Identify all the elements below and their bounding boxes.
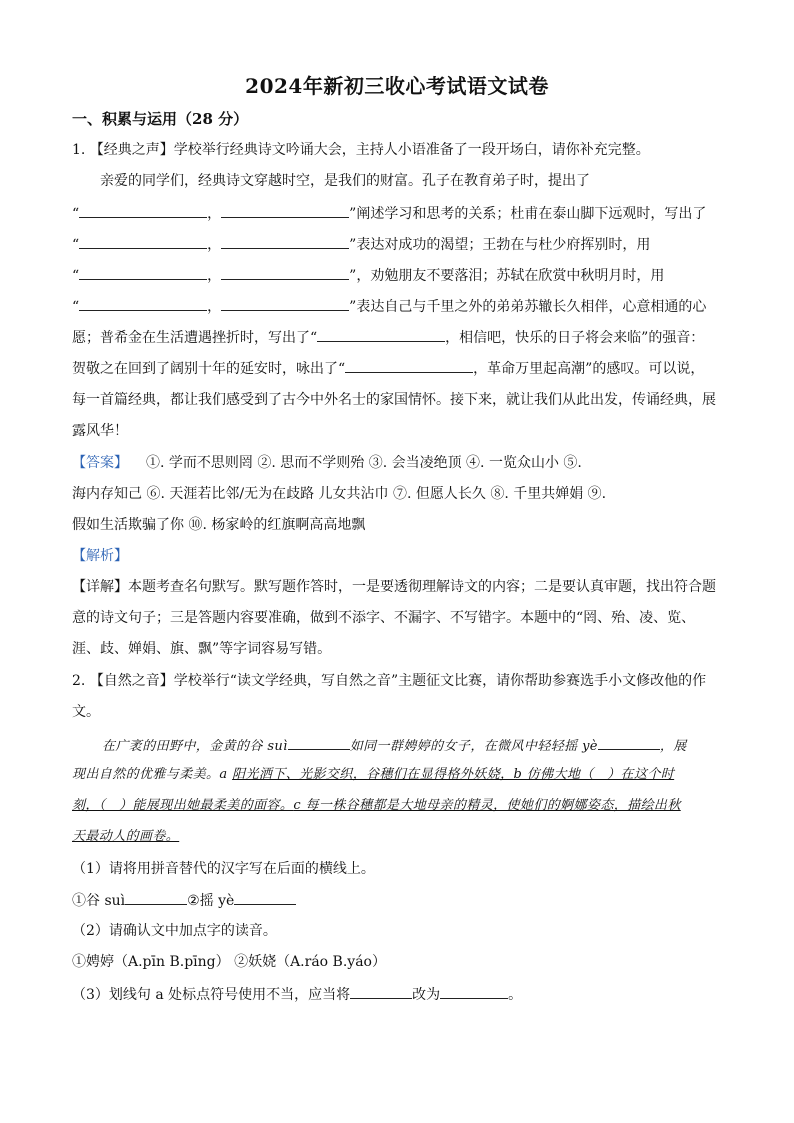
answer-label: 【答案】 bbox=[72, 455, 128, 471]
sub-question: （2）请确认文中加点字的读音。 bbox=[72, 923, 277, 939]
answer-text: 假如生活欺骗了你 ⑩. 杨家岭的红旗啊高高地飘 bbox=[72, 517, 366, 533]
essay-line: 现出自然的优雅与柔美。a 阳光洒下、光影交织，谷穗们在显得格外妖娆，b 仿佛大地（ ）在这个时 bbox=[72, 767, 675, 782]
answer-blank[interactable] bbox=[79, 234, 207, 249]
answer-blank[interactable] bbox=[79, 203, 207, 218]
answer-blank[interactable] bbox=[221, 203, 349, 218]
analysis-text: 涯、歧、婵娟、旗、飘”等字词容易写错。 bbox=[72, 641, 332, 657]
q1-fill-line: “ ， ”，劝勉朋友不要落泪；苏轼在欣赏中秋明月时，用 bbox=[72, 265, 722, 286]
answer-blank[interactable] bbox=[288, 735, 350, 750]
sub-question: （3）划线句 a 处标点符号使用不当，应当将 改为 。 bbox=[72, 984, 722, 1005]
answer-blank[interactable] bbox=[79, 265, 207, 280]
analysis-text: 意的诗文句子；三是答题内容要准确，做到不添字、不漏字、不写错字。本题中的“罔、殆、凌、览、 bbox=[72, 610, 696, 626]
q1-fill-line: “ ， ”表达对成功的渴望；王勃在与杜少府挥别时，用 bbox=[72, 234, 722, 255]
q1-fill-line: “ ， ”阐述学习和思考的关系；杜甫在泰山脚下远观时，写出了 bbox=[72, 203, 722, 224]
answer-blank[interactable] bbox=[317, 327, 445, 342]
answer-text: ①. 学而不思则罔 ②. 思而不学则殆 ③. 会当凌绝顶 ④. 一览众山小 ⑤. bbox=[146, 455, 582, 471]
answer-blank[interactable] bbox=[440, 984, 508, 999]
answer-blank[interactable] bbox=[345, 358, 473, 373]
answer-blank[interactable] bbox=[221, 265, 349, 280]
q1-paragraph-line: 每一首篇经典，都让我们感受到了古今中外名士的家国情怀。接下来，就让我们从此出发，传诵经典，展 bbox=[72, 392, 716, 408]
q1-fill-line: “ ， ”表达自己与千里之外的弟弟苏辙长久相伴，心意相通的心 bbox=[72, 296, 722, 317]
answer-text: 海内存知己 ⑥. 天涯若比邻/无为在歧路 儿女共沾巾 ⑦. 但愿人长久 ⑧. 千里共婵娟 ⑨. bbox=[72, 486, 607, 502]
q2-heading: 文。 bbox=[72, 704, 100, 720]
answer-blank[interactable] bbox=[221, 234, 349, 249]
q2-heading: 2. 【自然之音】学校举行“读文学经典，写自然之音”主题征文比赛，请你帮助参赛选手小文修改他的作 bbox=[72, 673, 707, 689]
q1-paragraph-line: 亲爱的同学们，经典诗文穿越时空，是我们的财富。孔子在教育弟子时，提出了 bbox=[100, 173, 590, 189]
answer-blank[interactable] bbox=[79, 296, 207, 311]
answer-blank[interactable] bbox=[125, 890, 187, 905]
section-heading: 一、积累与运用（28 分） bbox=[72, 110, 249, 128]
answer-line bbox=[72, 453, 722, 473]
answer-blank[interactable] bbox=[221, 296, 349, 311]
q1-heading: 1. 【经典之声】学校举行经典诗文吟诵大会，主持人小语准备了一段开场白，请你补充完整。 bbox=[72, 142, 650, 158]
page-title: 2024年新初三收心考试语文试卷 bbox=[245, 74, 549, 98]
q1-paragraph-line: 露风华！ bbox=[72, 423, 128, 439]
analysis-text: 【详解】本题考查名句默写。默写题作答时，一是要透彻理解诗文的内容；二是要认真审题，找出符合题 bbox=[72, 579, 716, 595]
sub-question-options: ①娉婷（A.pīn B.pīng） ②妖娆（A.ráo B.yáo） bbox=[72, 954, 386, 970]
answer-blank[interactable] bbox=[350, 984, 412, 999]
analysis-label: 【解析】 bbox=[72, 548, 128, 564]
answer-blank[interactable] bbox=[598, 735, 660, 750]
essay-line: 天最动人的画卷。 bbox=[72, 829, 180, 844]
essay-line: 刻，（ ）能展现出她最柔美的面容。c 每一株谷穗都是大地母亲的精灵，使她们的婀娜姿态，描绘出秋 bbox=[72, 798, 681, 813]
q1-fill-line: 贺敬之在回到了阔别十年的延安时，咏出了“ ，革命万里起高潮”的感叹。可以说， bbox=[72, 358, 722, 379]
answer-blank[interactable] bbox=[234, 890, 296, 905]
sub-question-blanks: ①谷 suì ②摇 yè bbox=[72, 890, 722, 911]
q1-fill-line: 愿；普希金在生活遭遇挫折时，写出了“ ，相信吧，快乐的日子将会来临”的强音： bbox=[72, 327, 722, 348]
essay-line: 在广袤的田野中，金黄的谷 suì 如同一群娉婷的女子，在微风中轻轻摇 yè ，展 bbox=[102, 735, 752, 757]
sub-question: （1）请将用拼音替代的汉字写在后面的横线上。 bbox=[72, 861, 375, 877]
